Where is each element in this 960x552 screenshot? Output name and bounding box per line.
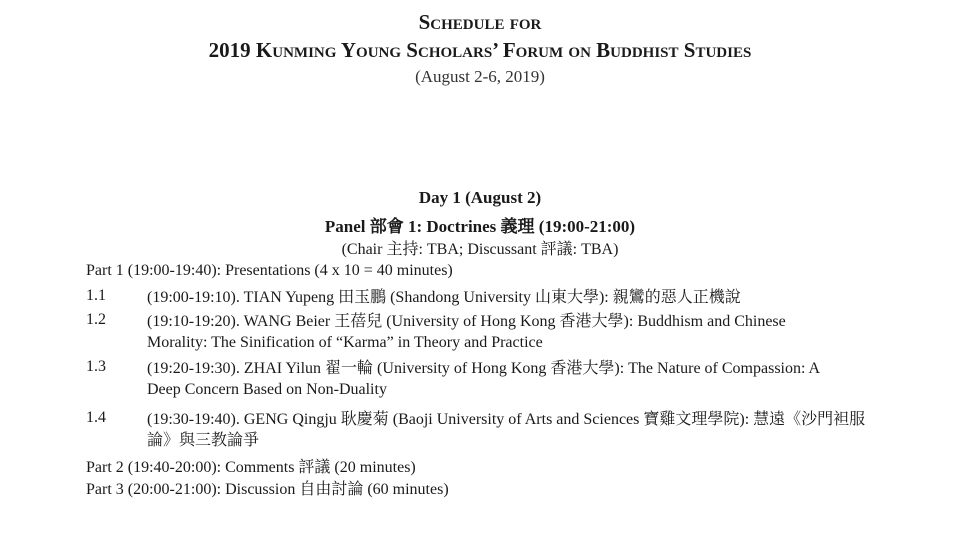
presentation-entry: (19:00-19:10). TIAN Yupeng 田玉鵬 (Shandong University 山東大學): 親鸞的惡人正機說 xyxy=(147,289,741,306)
title-line-2: 2019 Kunming Young Scholars’ Forum on Buddhist Studies xyxy=(208,38,752,62)
title-line-1: Schedule for xyxy=(418,10,542,34)
day-heading: Day 1 (August 2) xyxy=(418,188,542,207)
part-1-line: Part 1 (19:00-19:40): Presentations (4 x 10 = 40 minutes) xyxy=(86,262,453,279)
part-3-line: Part 3 (20:00-21:00): Discussion 自由討論 (60 minutes) xyxy=(86,481,449,498)
chair-discussant-line: (Chair 主持: TBA; Discussant 評議: TBA) xyxy=(341,241,619,258)
presentation-number: 1.4 xyxy=(86,409,106,426)
presentation-entry: (19:30-19:40). GENG Qingju 耿慶菊 (Baoji University of Arts and Sciences 寶雞文理學院): 慧遠《沙門袒服論》與三教論爭 xyxy=(147,411,866,449)
presentation-entry: (19:20-19:30). ZHAI Yilun 翟一輪 (University of Hong Kong 香港大學): The Nature of Compassion: A Deep Concern Based on Non-Duality xyxy=(147,360,820,398)
presentation-number: 1.3 xyxy=(86,358,106,375)
part-2-line: Part 2 (19:40-20:00): Comments 評議 (20 minutes) xyxy=(86,459,416,476)
presentation-entry: (19:10-19:20). WANG Beier 王蓓兒 (University of Hong Kong 香港大學): Buddhism and Chinese Morality: The Sinification of “Karma” in Theory and Practice xyxy=(147,313,786,351)
event-dates: (August 2-6, 2019) xyxy=(415,67,545,86)
presentation-number: 1.2 xyxy=(86,311,106,328)
panel-heading: Panel 部會 1: Doctrines 義理 (19:00-21:00) xyxy=(324,217,636,236)
presentation-number: 1.1 xyxy=(86,287,106,304)
